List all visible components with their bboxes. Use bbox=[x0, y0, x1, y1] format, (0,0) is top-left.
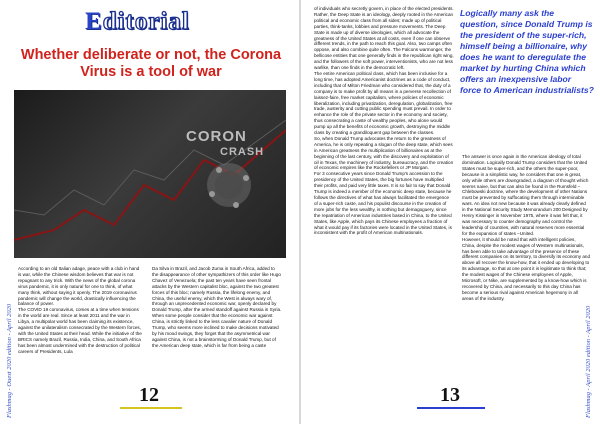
corona-crash-photo bbox=[14, 90, 286, 258]
section-title-initial: E bbox=[85, 8, 103, 35]
page-number-right: 13 bbox=[440, 384, 460, 406]
section-title bbox=[85, 8, 190, 36]
photo-text-bottom: CRASH bbox=[220, 146, 265, 158]
body-column-3: of individuals who secretly govern, in place of the elected presidents. Rather, the Deep State is an ideology, deeply rooted in the American political and economic class from all sides; made up of political parties, think-tanks, lobbies and pressure movements. The Deep State is made up of diverse ideologies, which all advocate the greatness of the United States at all costs, even if one can observe different trends, in the path to reach this goal. Also, two camps often oppose, and also combine quite often. The Falcons warmonger, the bellicose entities that one generally finds in the republican right wing, and the followers of the soft power, interventionists, who are not less warlike, than one finds in the democratic left. The entire American political class, which has been inclusive for a long time, has adopted Americanist doctrines as a code of conduct, including that of Milton Friedman who considered that, the duty of a company is to make profit by all means in a perverse recollection of laissez-faire, free market capitalism, where policies of economic liberalization, including privatization, deregulation, globalization, free trade, austerity and cutting public spending must prevail. In order to enhance the role of the private sector in the economy and society, thus consecrating a caste of wealthy peoples, who alone would pump up all the benefits of economic growth, destroying the middle class by creating a grandiloquent gap between the classes. So, when Donald Trump advocates the return to the greatness of America, he is only repeating a slogan of the deep state, which sees in American greatness the multiplication of billionaires as at the beginning of the last century, with the discovery and exploitation of oil in Texas, the machinery of industry, bureaucracy, and the creation of economic empires like the Rockefellers or JP Morgan. For 3 consecutive years since Donald Trump's accession to the presidency of the United States, the big fortunes have multiplied their profits, and paid very little taxes. It is so fair to say that Donald Trump is indeed a member of the economic deep state, because he follows the directives of what has always facilitated the emergence of a super-rich caste, and his populist discourse in the creation of more jobs for the less wealthy, is nothing but demagoguery, since the repatriation of American industries based in China, to the United States, like Apple, which pays its Chinese employees a fraction of what it would pay if its factories were located in the United States, is inconsistent with the profit of American multinationals. bbox=[314, 6, 454, 236]
pull-quote: Logically many ask the question, since Donald Trump is the president of the super-rich, himself being a billionaire, why does he want to deregulate the market by hurting China which offers an inexpensive labor force to American industrialists? bbox=[460, 8, 594, 95]
headline: Whether deliberate or not, the Corona Virus is a tool of war bbox=[20, 47, 282, 80]
photo-text-top: CORON bbox=[186, 128, 247, 145]
page-number-left: 12 bbox=[139, 384, 159, 406]
body-column-4: The answer is once again in the American ideology of total domination. Logically Donald Trump considers that the United States must be super-rich, and the others the super-poor, because in a simplistic way, he considers that one is great, only while others are downgraded, a diagram of thought which seems naive, but that can also be found in the Rumsfeld – Chlebowski doctrine, where the development of other Nations must be prevented by suffocating them through interminable wars. An idea not new because it was already clearly defined in the National Security Study Memorandum 200 Designed by Henry Kissinger in November 1975, where it was felt that, it was necessary to counter demography and control the leadership of countries, with natural reserves more essential for the expansion of states –United. However, it should be noted that with intelligent policies, China, despite the modest wages of Western multinationals, has been able to take advantage of the presence of these different companies on its territory, to diversify its economy and above all recover the know-how, that it ended up developing to its advantage, so that at one point it is legitimate to think that; the modest wages of the Chinese employees of Apple, Microsoft, or Nike, are supplemented by a know-how which is recovered by China, and necessarily to this day China has become a serious rival against American hegemony in all areas of the industry. bbox=[462, 154, 590, 301]
section-title-rest: ditorial bbox=[102, 8, 190, 35]
photo-graphic bbox=[14, 90, 286, 258]
body-column-2: Da Silva in Brazil, and Jacob Zuma in South Africa, added to the disappearance of other sympathizers of this order like Hugo Chavez of Venezuela; the past ten years have seen frontal attacks by the Western capitalist bloc, against the two greatest forces of this bloc; namely Russia, the lifelong enemy, and China, the useful enemy, which the West is always wary of, through an unprecedented economic war, openly declared by Donald Trump, after the armed standoff against Russia in Syria. When some people consider that the economic war against China, is strictly linked to the less cavalier nature of Donald Trump, who seems more inclined to make decisions motivated by his mood swings, they forget that the asymmetrical war against China, is not a brainstorming of Donald Trump, but of the American deep state, which is far from being a caste bbox=[152, 266, 282, 348]
page-runner-right: Flashmag - April 2020 edition - April 2020 bbox=[585, 305, 592, 418]
page-runner-left: Flashmag - Ouest 2020 edition - April 2020 bbox=[6, 303, 13, 418]
body-column-1: According to an old Italian adage, peace with a club in hand is war, while the Chinese wisdom believes that war is not repugnant to any trick. With the news of the global corona virus pandemic, it is only natural for one to think, of what many think, without saying it openly. The 2019 coronavirus pandemic will change the world, drastically influencing the balance of power. The COVID 19 coronavirus, comes at a time when tensions in the world are real. Since at least 2011 and the war in Libya, a multipolar world has been claiming its existence, against the unilateralism consecrated by the Western forces, with the United States at their head. While the initiative of the BRICS namely Brazil, Russia, India, China, and South Africa has been almost undermined with the destruction of political careers of Presidents, Lula bbox=[18, 266, 142, 354]
page-number-underline-left bbox=[120, 407, 182, 409]
